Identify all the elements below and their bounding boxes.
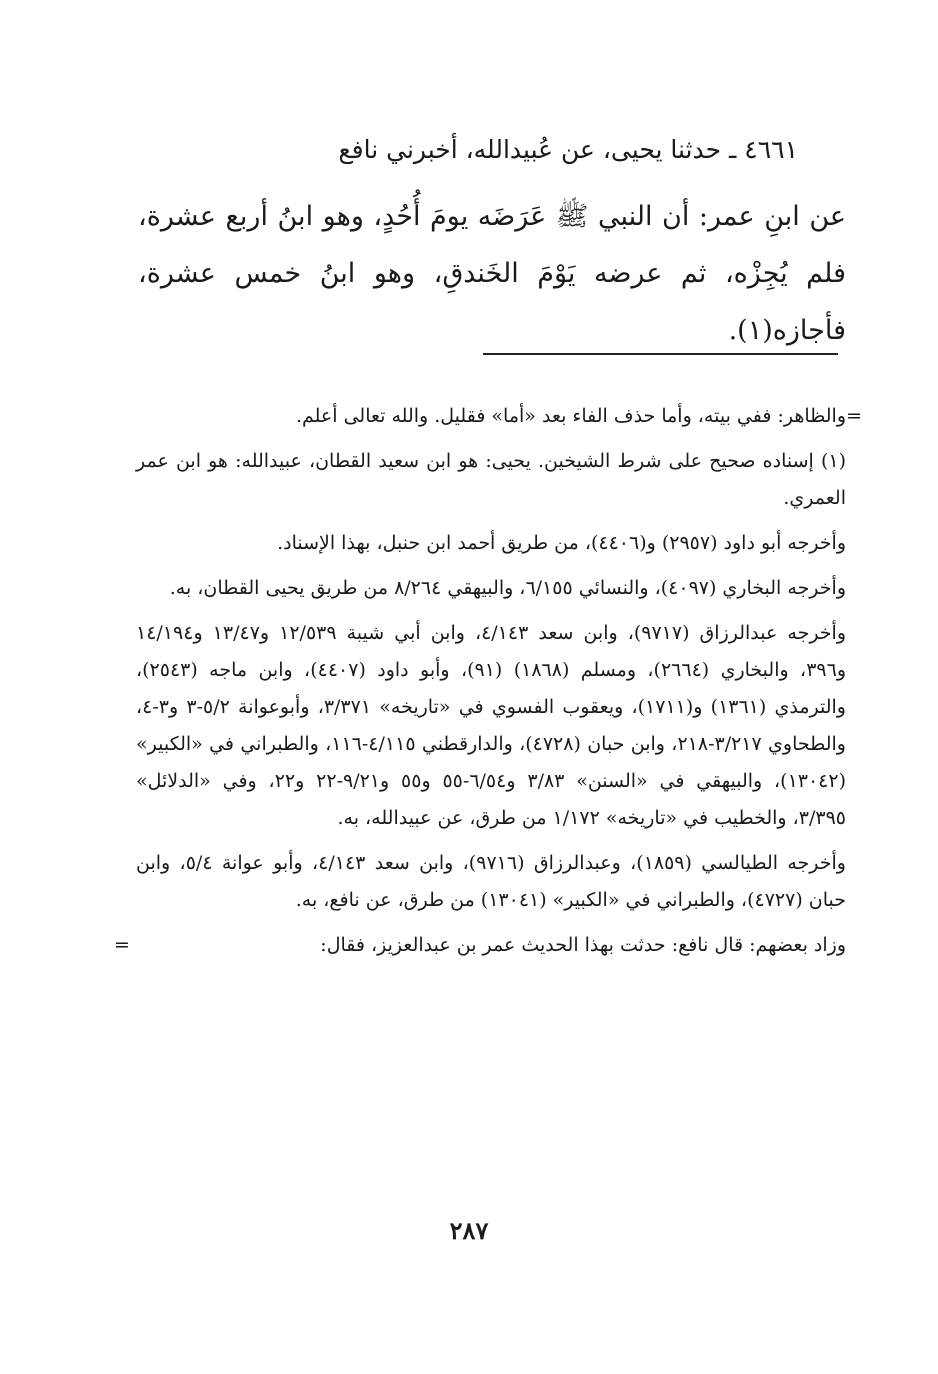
page-number: ٢٨٧ <box>449 1216 489 1245</box>
hadith-text: عن ابنِ عمر: أن النبي ﷺ عَرَضَه يومَ أُحُدٍ، وهو ابنُ أربع عشرة، فلم يُجِزْه، ثم عرضه يَوْمَ الخَندقِ، وهو ابنُ خمس عشرة، فأجازه(١). <box>138 201 846 346</box>
continuation-marker: = <box>846 405 862 427</box>
footnote-1: (١) إسناده صحيح على شرط الشيخين. يحيى: هو ابن سعيد القطان، عبيدالله: هو ابن عمر العمري. <box>136 450 846 509</box>
footnote-divider <box>483 353 838 355</box>
footnote-paragraph: وأخرجه أبو داود (٢٩٥٧) و(٤٤٠٦)، من طريق أحمد ابن حنبل، بهذا الإسناد. <box>277 532 846 554</box>
hadith-header: ٤٦٦١ ـ حدثنا يحيى، عن عُبيدالله، أخبرني نافع <box>338 135 798 164</box>
footnote-paragraph: وأخرجه البخاري (٤٠٩٧)، والنسائي ٦/١٥٥، والبيهقي ٨/٢٦٤ من طريق يحيى القطان، به. <box>169 577 846 599</box>
footnotes <box>114 398 862 972</box>
footnote-continuation-text: والظاهر: ففي بيته، وأما حذف الفاء بعد «أما» فقليل. والله تعالى أعلم. <box>295 405 846 427</box>
footnote-paragraph: وأخرجه عبدالرزاق (٩٧١٧)، وابن سعد ٤/١٤٣، وابن أبي شيبة ١٢/٥٣٩ و١٣/٤٧ و١٤/١٩٤ و٣٩٦، والبخاري (٢٦٦٤)، ومسلم (١٨٦٨) (٩١)، وأبو داود (٤٤٠٧)، وابن ماجه (٢٥٤٣)، والترمذي (١٣٦١) و(١٧١١)، ويعقوب الفسوي في «تاريخه» ٣/٣٧١، وأبوعوانة ٥/٢-٣ و٣-٤، والطحاوي ٣/٢١٧-٢١٨، وابن حبان (٤٧٢٨)، والدارقطني ٤/١١٥-١١٦، والطبراني في «الكبير» (١٣٠٤٢)، والبيهقي في «السنن» ٣/٨٣ و٦/٥٤-٥٥ و٥٥ و٩/٢١-٢٢ و٢٢، وفي «الدلائل» ٣/٣٩٥، والخطيب في «تاريخه» ١/١٧٢ من طرق، عن عبيدالله، به. <box>136 622 847 829</box>
footnote-paragraph: وأخرجه الطيالسي (١٨٥٩)، وعبدالرزاق (٩٧١٦)، وابن سعد ٤/١٤٣، وأبو عوانة ٥/٤، وابن حبان (٤٧٢٧)، والطبراني في «الكبير» (١٣٠٤١) من طرق، عن نافع، به. <box>136 852 846 911</box>
trailing-marker: = <box>114 934 130 956</box>
footnote-last-text: وزاد بعضهم: قال نافع: حدثت بهذا الحديث عمر بن عبدالعزيز، فقال: <box>320 934 846 956</box>
footnote-continuation <box>136 398 862 435</box>
footnote-paragraph-last <box>114 927 846 964</box>
